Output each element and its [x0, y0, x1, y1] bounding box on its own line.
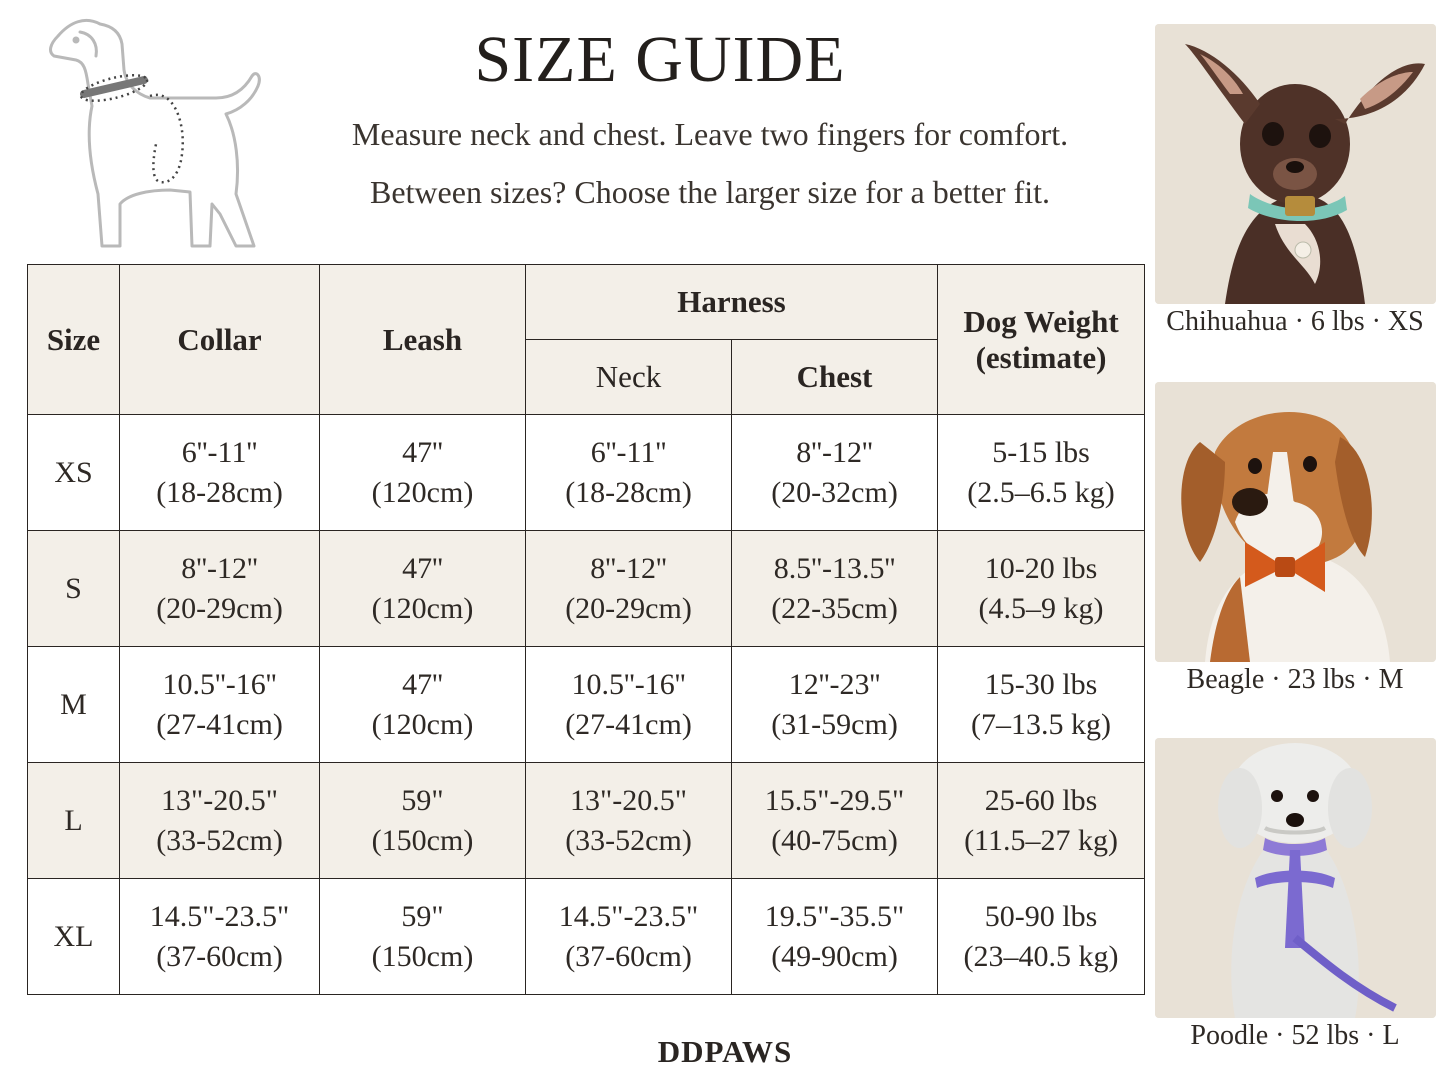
neck-inches: 13"-20.5"	[570, 783, 687, 817]
header-dog-weight	[938, 265, 1145, 415]
collar-inches: 8''-12''	[181, 551, 258, 585]
leash-cell	[320, 879, 526, 995]
chest-cell	[732, 763, 938, 879]
neck-cm: (27-41cm)	[565, 707, 692, 741]
neck-cm: (37-60cm)	[565, 939, 692, 973]
weight-lbs: 50-90 lbs	[984, 899, 1098, 933]
weight-cell	[938, 763, 1145, 879]
header-harness: Harness	[526, 265, 938, 340]
weight-cell	[938, 415, 1145, 531]
collar-cell	[120, 763, 320, 879]
size-label: XS	[28, 415, 120, 531]
chihuahua-photo	[1155, 24, 1436, 304]
weight-lbs: 15-30 lbs	[984, 667, 1098, 701]
brand-name: DDPAWS	[657, 1034, 793, 1069]
chest-cell	[732, 415, 938, 531]
collar-cm: (37-60cm)	[156, 939, 283, 973]
weight-lbs: 5-15 lbs	[992, 435, 1090, 469]
chest-inches: 12''-23''	[788, 667, 881, 701]
header-size: Size	[28, 265, 120, 415]
table-row	[28, 531, 1145, 647]
chest-inches: 15.5"-29.5"	[764, 783, 905, 817]
collar-cm: (27-41cm)	[156, 707, 283, 741]
instructions-measure: Measure neck and chest. Leave two fingers for comfort.	[351, 116, 1069, 152]
header-leash: Leash	[320, 265, 526, 415]
chest-cm: (40-75cm)	[771, 823, 898, 857]
collar-cm: (33-52cm)	[156, 823, 283, 857]
weight-kg: (11.5–27 kg)	[964, 823, 1118, 857]
weight-cell	[938, 879, 1145, 995]
page-title: SIZE GUIDE	[474, 23, 846, 96]
header-weight-line1: Dog Weight	[963, 303, 1119, 339]
leash-cell	[320, 647, 526, 763]
weight-kg: (7–13.5 kg)	[971, 707, 1111, 741]
chest-cm: (22-35cm)	[771, 591, 898, 625]
table-row	[28, 647, 1145, 763]
collar-inches: 10.5''-16''	[162, 667, 277, 701]
neck-cm: (18-28cm)	[565, 475, 692, 509]
neck-cell	[526, 763, 732, 879]
weight-cell	[938, 531, 1145, 647]
leash-cell	[320, 763, 526, 879]
weight-kg: (4.5–9 kg)	[978, 591, 1104, 625]
chest-cell	[732, 647, 938, 763]
chest-cell	[732, 531, 938, 647]
neck-inches: 14.5"-23.5"	[558, 899, 699, 933]
collar-inches: 13"-20.5"	[161, 783, 278, 817]
table-row	[28, 763, 1145, 879]
leash-cm: (120cm)	[371, 591, 474, 625]
weight-kg: (2.5–6.5 kg)	[967, 475, 1115, 509]
poodle-photo	[1155, 738, 1436, 1018]
neck-cm: (33-52cm)	[565, 823, 692, 857]
collar-cell	[120, 647, 320, 763]
leash-cm: (120cm)	[371, 707, 474, 741]
neck-cm: (20-29cm)	[565, 591, 692, 625]
collar-cm: (20-29cm)	[156, 591, 283, 625]
neck-cell	[526, 415, 732, 531]
weight-cell	[938, 647, 1145, 763]
chest-cm: (20-32cm)	[771, 475, 898, 509]
neck-inches: 8''-12''	[590, 551, 667, 585]
weight-lbs: 25-60 lbs	[984, 783, 1098, 817]
neck-cell	[526, 879, 732, 995]
neck-inches: 6''-11''	[590, 435, 667, 469]
table-row	[28, 879, 1145, 995]
collar-inches: 6''-11''	[181, 435, 258, 469]
collar-cell	[120, 879, 320, 995]
leash-cm: (150cm)	[371, 823, 474, 857]
table-row	[28, 415, 1145, 531]
size-label: S	[28, 531, 120, 647]
header-chest: Chest	[732, 340, 938, 415]
weight-kg: (23–40.5 kg)	[963, 939, 1119, 973]
collar-cm: (18-28cm)	[156, 475, 283, 509]
chest-inches: 19.5"-35.5"	[764, 899, 905, 933]
chest-cell	[732, 879, 938, 995]
chihuahua-caption: Chihuahua · 6 lbs · XS	[1166, 306, 1424, 337]
collar-cell	[120, 415, 320, 531]
poodle-caption: Poodle · 52 lbs · L	[1190, 1020, 1400, 1051]
neck-cell	[526, 647, 732, 763]
leash-inches: 59"	[401, 899, 444, 933]
chest-cm: (49-90cm)	[771, 939, 898, 973]
neck-cell	[526, 531, 732, 647]
chest-cm: (31-59cm)	[771, 707, 898, 741]
collar-cell	[120, 531, 320, 647]
leash-inches: 59"	[401, 783, 444, 817]
weight-lbs: 10-20 lbs	[984, 551, 1098, 585]
neck-inches: 10.5''-16''	[571, 667, 686, 701]
chest-inches: 8.5''-13.5''	[773, 551, 896, 585]
leash-cm: (120cm)	[371, 475, 474, 509]
header-collar: Collar	[120, 265, 320, 415]
leash-cell	[320, 415, 526, 531]
leash-cm: (150cm)	[371, 939, 474, 973]
leash-cell	[320, 531, 526, 647]
leash-inches: 47''	[402, 667, 443, 701]
beagle-photo	[1155, 382, 1436, 662]
size-label: M	[28, 647, 120, 763]
leash-inches: 47''	[402, 435, 443, 469]
size-label: L	[28, 763, 120, 879]
beagle-caption: Beagle · 23 lbs · M	[1186, 664, 1404, 695]
collar-inches: 14.5"-23.5"	[149, 899, 290, 933]
header-neck: Neck	[526, 340, 732, 415]
size-table	[27, 264, 1145, 995]
dog-measurement-illustration	[40, 14, 290, 258]
header-weight-line2: (estimate)	[975, 339, 1107, 375]
size-label: XL	[28, 879, 120, 995]
leash-inches: 47''	[402, 551, 443, 585]
chest-inches: 8''-12''	[796, 435, 873, 469]
instructions-between-sizes: Between sizes? Choose the larger size for a better fit.	[369, 174, 1051, 210]
